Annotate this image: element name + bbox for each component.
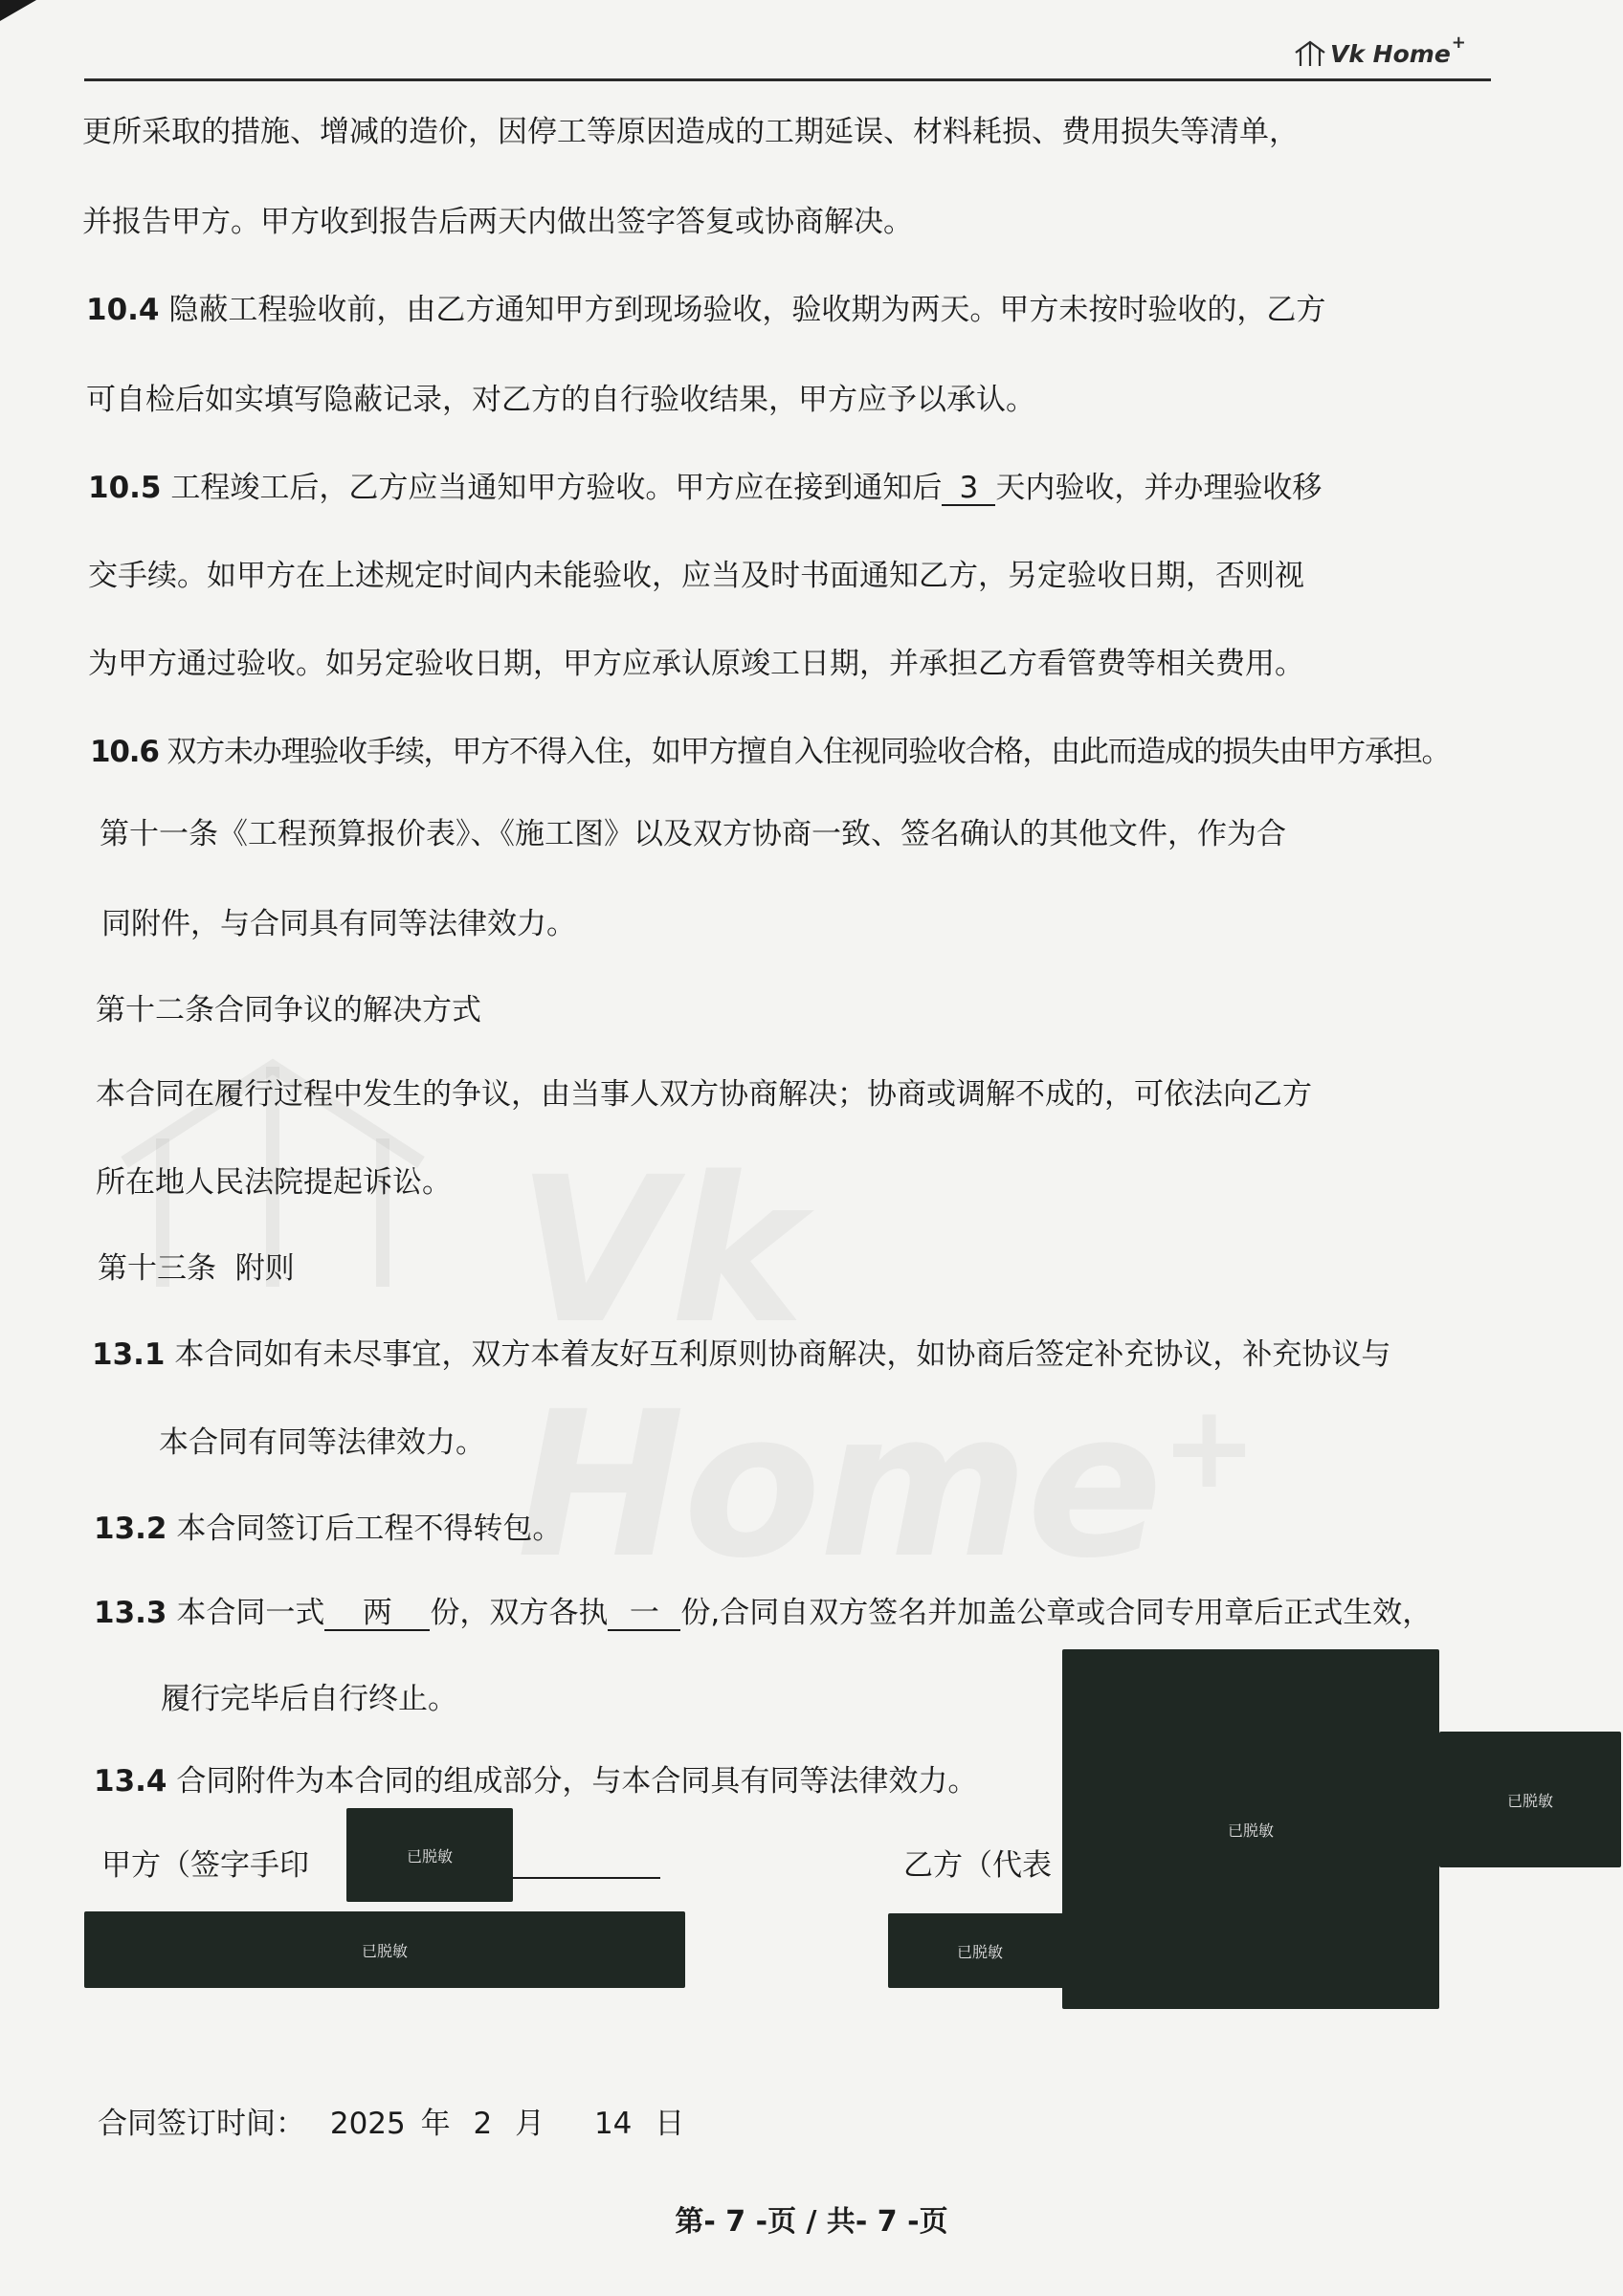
clause-text-cont: 天内验收，并办理验收移 bbox=[995, 471, 1323, 505]
redaction-block: 已脱敏 bbox=[346, 1808, 513, 1902]
signing-year: 2025 bbox=[329, 2107, 406, 2141]
text-line-4: 可自检后如实填写隐蔽记录，对乙方的自行验收结果，甲方应予以承认。 bbox=[86, 383, 1035, 417]
clause-number: 13.3 bbox=[94, 1596, 167, 1630]
clause-number: 13.4 bbox=[94, 1764, 167, 1799]
text-line-12: 本合同在履行过程中发生的争议，由当事人双方协商解决；协商或调解不成的，可依法向乙方 bbox=[96, 1077, 1312, 1112]
party-a-signature-label: 甲方（签字手印 bbox=[101, 1848, 309, 1883]
clause-number: 10.6 bbox=[90, 735, 159, 769]
clause-13-1 bbox=[92, 1336, 1390, 1374]
header-logo bbox=[1294, 34, 1466, 73]
house-outline-icon bbox=[1294, 39, 1326, 68]
clause-number: 13.2 bbox=[94, 1512, 167, 1546]
each-blank: 一 bbox=[608, 1597, 680, 1631]
clause-text-cont: 份,合同自双方签名并加盖公章或合同专用章后正式生效， bbox=[680, 1596, 1433, 1630]
signing-year-unit: 年 bbox=[420, 2107, 451, 2141]
clause-10-5 bbox=[88, 469, 1322, 507]
signing-date-label: 合同签订时间： bbox=[98, 2107, 305, 2141]
article-11: 第十一条《工程预算报价表》、《施工图》以及双方协商一致、签名确认的其他文件，作为合 bbox=[100, 817, 1286, 851]
clause-10-6 bbox=[90, 733, 1450, 771]
page-number: 第- 7 -页 / 共- 7 -页 bbox=[675, 2205, 948, 2239]
clause-text: 隐蔽工程验收前，由乙方通知甲方到现场验收，验收期为两天。甲方未按时验收的，乙方 bbox=[168, 293, 1326, 327]
redaction-block: 已脱敏 bbox=[84, 1911, 685, 1988]
text-line-6: 交手续。如甲方在上述规定时间内未能验收，应当及时书面通知乙方，另定验收日期，否则视 bbox=[88, 559, 1304, 593]
clause-text: 工程竣工后，乙方应当通知甲方验收。甲方应在接到通知后 bbox=[170, 471, 943, 505]
clause-text: 本合同一式 bbox=[176, 1596, 325, 1630]
clause-text: 本合同签订后工程不得转包。 bbox=[176, 1512, 563, 1546]
text-line-1: 更所采取的措施、增减的造价，因停工等原因造成的工期延误、材料耗损、费用损失等清单， bbox=[82, 115, 1299, 149]
article-13-title: 第十三条 附则 bbox=[98, 1251, 295, 1286]
text-line-13: 所在地人民法院提起诉讼。 bbox=[96, 1165, 452, 1200]
text-line-19: 履行完毕后自行终止。 bbox=[161, 1682, 457, 1716]
logo-plus: + bbox=[1451, 32, 1466, 53]
copies-blank: 两 bbox=[324, 1597, 430, 1631]
text-line-2: 并报告甲方。甲方收到报告后两天内做出签字答复或协商解决。 bbox=[82, 205, 913, 239]
clause-number: 10.5 bbox=[88, 471, 162, 505]
redaction-block: 已脱敏 bbox=[1062, 1649, 1439, 2009]
text-line-10: 同附件，与合同具有同等法律效力。 bbox=[101, 907, 576, 941]
clause-13-4 bbox=[94, 1762, 977, 1800]
header-rule bbox=[84, 78, 1491, 81]
clause-text-cont: 份，双方各执 bbox=[430, 1596, 609, 1630]
signing-day-unit: 日 bbox=[655, 2107, 685, 2141]
clause-number: 13.1 bbox=[92, 1337, 166, 1372]
party-a-signature-line bbox=[513, 1877, 660, 1879]
clause-text: 双方未办理验收手续，甲方不得入住，如甲方擅自入住视同验收合格，由此而造成的损失由甲方承担。 bbox=[167, 735, 1451, 769]
text-line-16: 本合同有同等法律效力。 bbox=[159, 1425, 485, 1460]
article-12-title: 第十二条合同争议的解决方式 bbox=[96, 993, 481, 1027]
party-b-signature-label: 乙方（代表 bbox=[903, 1848, 1052, 1883]
signing-month-unit: 月 bbox=[515, 2107, 545, 2141]
logo-text: Vk Home bbox=[1330, 39, 1451, 68]
clause-text: 合同附件为本合同的组成部分，与本合同具有同等法律效力。 bbox=[176, 1764, 978, 1799]
signing-month: 2 bbox=[473, 2107, 493, 2141]
days-blank: 3 bbox=[942, 472, 995, 506]
watermark-text: Vk Home+ bbox=[517, 1134, 1256, 1602]
scan-corner-mark bbox=[0, 0, 36, 21]
redaction-block: 已脱敏 bbox=[888, 1913, 1072, 1988]
clause-text: 本合同如有未尽事宜，双方本着友好互利原则协商解决，如协商后签定补充协议，补充协议与 bbox=[174, 1337, 1391, 1372]
clause-13-3 bbox=[94, 1594, 1432, 1632]
redaction-block: 已脱敏 bbox=[1439, 1732, 1621, 1867]
text-line-7: 为甲方通过验收。如另定验收日期，甲方应承认原竣工日期，并承担乙方看管费等相关费用。 bbox=[88, 647, 1304, 681]
clause-10-4 bbox=[86, 291, 1325, 329]
signing-date bbox=[98, 2105, 684, 2143]
clause-number: 10.4 bbox=[86, 293, 160, 327]
clause-13-2 bbox=[94, 1510, 562, 1548]
signing-day: 14 bbox=[593, 2107, 633, 2141]
